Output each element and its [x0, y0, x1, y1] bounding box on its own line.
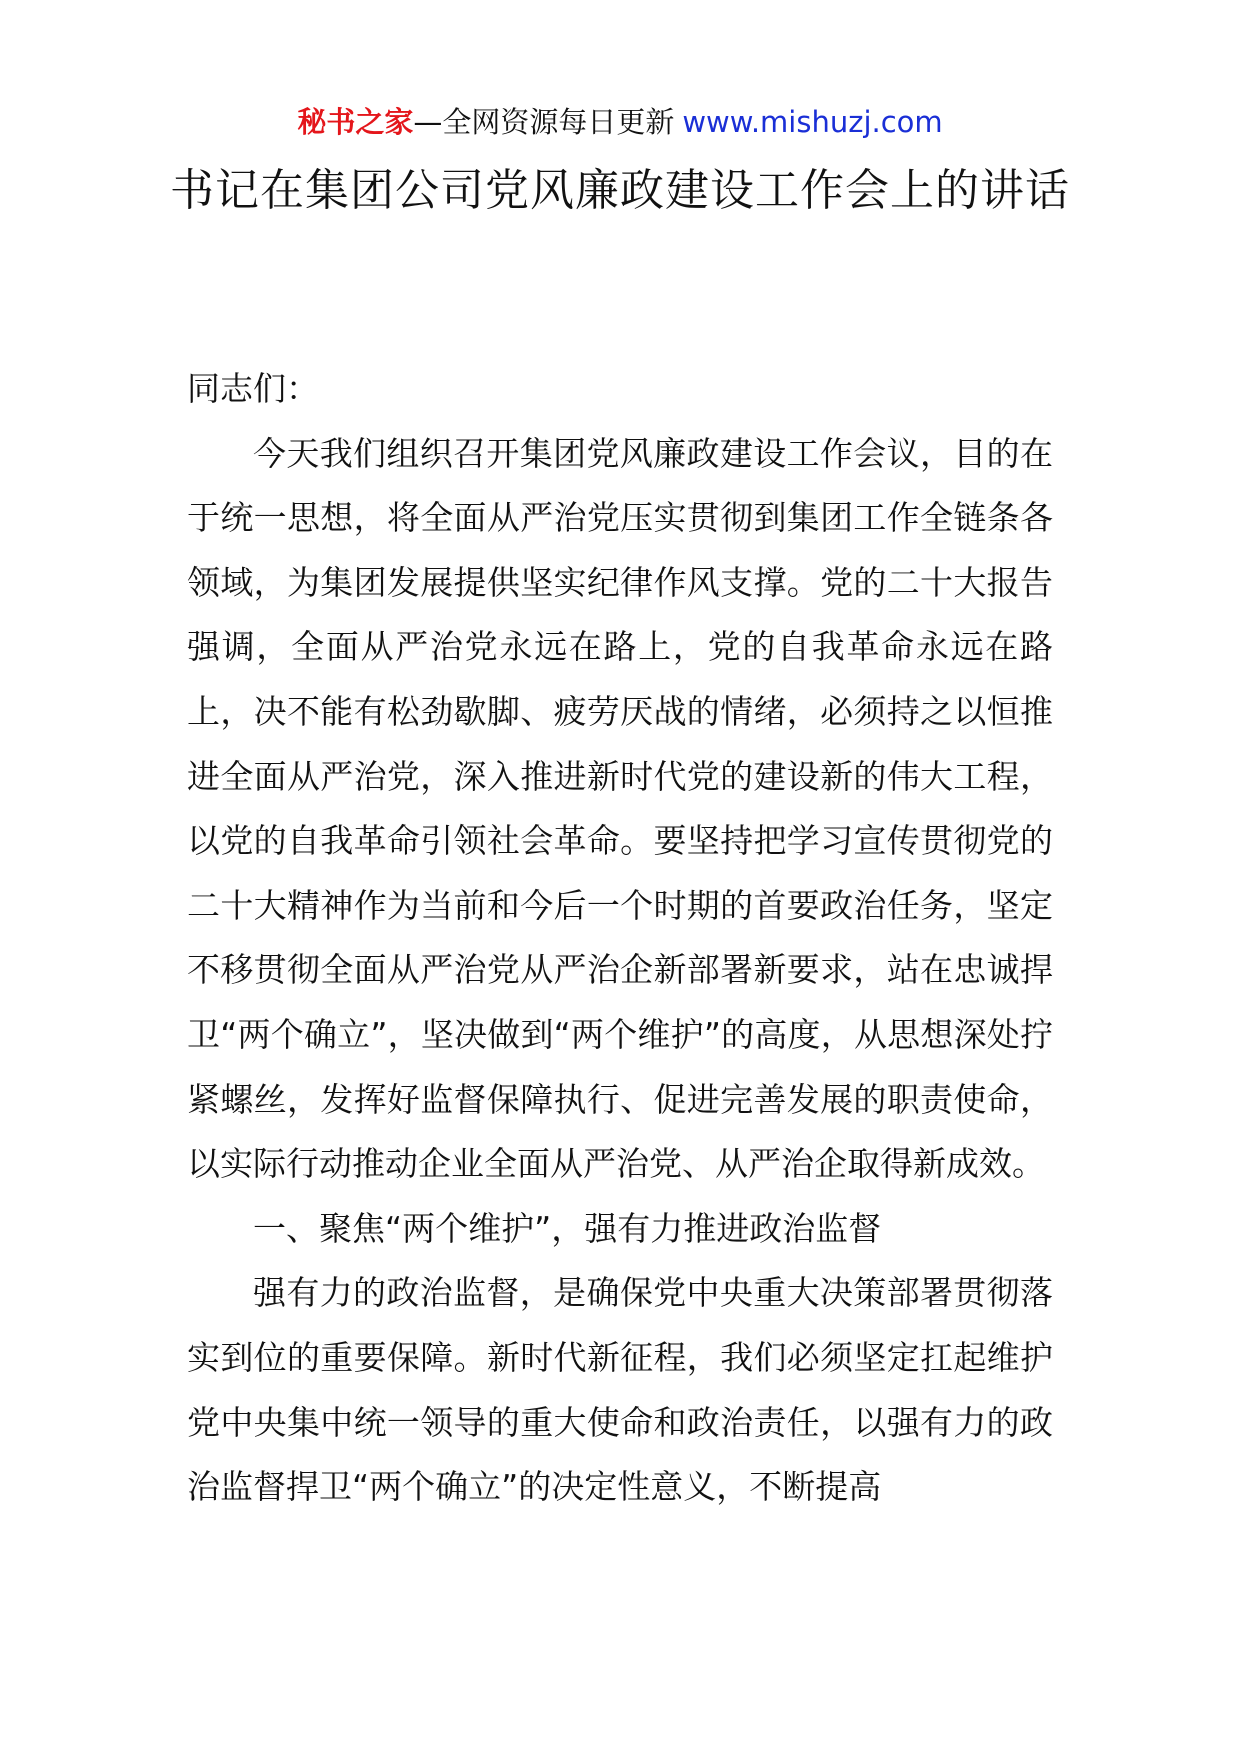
- salutation: 同志们：: [187, 369, 319, 408]
- body-paragraph: 今天我们组织召开集团党风廉政建设工作会议，目的在于统一思想，将全面从严治党压实贯彻到集团工作全链条各领域，为集团发展提供坚实纪律作风支撑。党的二十大报告强调，全面从严治党永远在路上，党的自我革命永远在路上，决不能有松劲歇脚、疲劳厌战的情绪，必须持之以恒推进全面从严治党，深入推进新时代党的建设新的伟大工程，以党的自我革命引领社会革命。要坚持把学习宣传贯彻党的二十大精神作为当前和今后一个时期的首要政治任务，坚定不移贯彻全面从严治党从严治企新部署新要求，站在忠诚捍卫“两个确立”，坚决做到“两个维护”的高度，从思想深处拧紧螺丝，发挥好监督保障执行、促进完善发展的职责使命，以实际行动推动企业全面从严治党、从严治企取得新成效。: [187, 433, 1053, 1184]
- document-body: [187, 357, 1053, 1520]
- site-url-link[interactable]: www.mishuzj.com: [682, 105, 943, 139]
- section-paragraph: 强有力的政治监督，是确保党中央重大决策部署贯彻落实到位的重要保障。新时代新征程，我们必须坚定扛起维护党中央集中统一领导的重大使命和政治责任，以强有力的政治监督捍卫“两个确立”的决定性意义，不断提高: [187, 1273, 1053, 1507]
- document-title: 书记在集团公司党风廉政建设工作会上的讲话: [170, 165, 1070, 216]
- section-heading: 一、聚焦“两个维护”，强有力推进政治监督: [253, 1208, 882, 1248]
- brand-name: 秘书之家: [297, 105, 414, 139]
- banner-tagline: —全网资源每日更新: [413, 105, 675, 139]
- site-banner: [0, 100, 1240, 144]
